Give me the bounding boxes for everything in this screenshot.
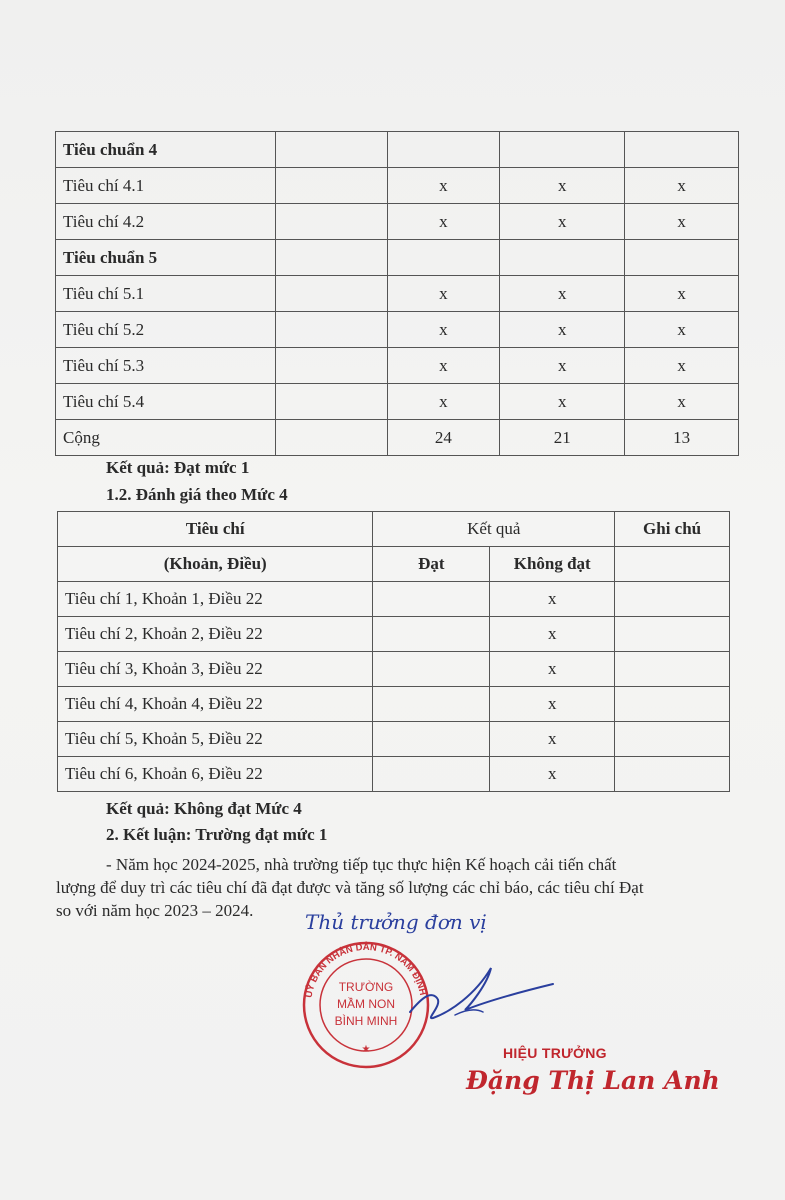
empty-cell	[275, 240, 387, 276]
cell-value	[625, 132, 739, 168]
row-label: Tiêu chí 6, Khoản 6, Điều 22	[58, 757, 373, 792]
cell-value: x	[387, 276, 500, 312]
cell-value: x	[500, 348, 625, 384]
cell-value: x	[625, 204, 739, 240]
table-row	[56, 312, 739, 348]
row-label: Tiêu chí 5.2	[56, 312, 276, 348]
table-row	[58, 617, 730, 652]
cell-value: x	[625, 168, 739, 204]
row-label: Tiêu chí 5.3	[56, 348, 276, 384]
row-label: Tiêu chí 5.4	[56, 384, 276, 420]
row-label: Tiêu chí 4.1	[56, 168, 276, 204]
cell-value: x	[625, 348, 739, 384]
cell-value: x	[387, 384, 500, 420]
cell-value	[387, 240, 500, 276]
row-label: Tiêu chí 5.1	[56, 276, 276, 312]
table-row	[56, 168, 739, 204]
cell-value: x	[625, 384, 739, 420]
paragraph-line: - Năm học 2024-2025, nhà trường tiếp tục thực hiện Kế hoạch cải tiến chất	[106, 855, 617, 874]
header-note-empty	[615, 547, 730, 582]
header-note: Ghi chú	[615, 512, 730, 547]
table-header-row	[58, 512, 730, 547]
table-row	[58, 757, 730, 792]
table-row	[56, 384, 739, 420]
cell-value	[625, 240, 739, 276]
cell-value: x	[500, 276, 625, 312]
cell-fail: x	[490, 722, 615, 757]
cell-pass	[373, 652, 490, 687]
cell-fail: x	[490, 582, 615, 617]
cell-fail: x	[490, 687, 615, 722]
handwritten-signature	[395, 960, 555, 1030]
header-result: Kết quả	[373, 512, 615, 547]
table-row	[56, 420, 739, 456]
cell-note	[615, 617, 730, 652]
cell-value: x	[387, 348, 500, 384]
cell-value: x	[500, 312, 625, 348]
row-label: Tiêu chí 4, Khoản 4, Điều 22	[58, 687, 373, 722]
cell-note	[615, 687, 730, 722]
table-row	[58, 687, 730, 722]
cell-fail: x	[490, 652, 615, 687]
empty-cell	[275, 312, 387, 348]
cell-note	[615, 582, 730, 617]
paragraph-line: lượng để duy trì các tiêu chí đã đạt được và tăng số lượng các chỉ báo, các tiêu chí Đạt	[56, 878, 644, 897]
cell-value: x	[500, 204, 625, 240]
stamp-text-2: MẦM NON	[337, 997, 395, 1011]
empty-cell	[275, 132, 387, 168]
cell-pass	[373, 617, 490, 652]
header-pass: Đạt	[373, 547, 490, 582]
cell-value: x	[625, 276, 739, 312]
cell-value: x	[500, 384, 625, 420]
row-label: Tiêu chí 4.2	[56, 204, 276, 240]
result-level-4: Kết quả: Không đạt Mức 4	[106, 799, 302, 818]
cell-value: x	[387, 168, 500, 204]
cell-note	[615, 722, 730, 757]
cell-pass	[373, 757, 490, 792]
cell-value	[387, 132, 500, 168]
cell-value	[500, 240, 625, 276]
handwritten-note: Thủ trưởng đơn vị	[305, 910, 487, 934]
row-label: Tiêu chuẩn 5	[56, 240, 276, 276]
empty-cell	[275, 384, 387, 420]
result-level-1: Kết quả: Đạt mức 1	[106, 458, 250, 477]
header-criteria: Tiêu chí	[58, 512, 373, 547]
row-label: Tiêu chí 5, Khoản 5, Điều 22	[58, 722, 373, 757]
cell-note	[615, 652, 730, 687]
table-row	[56, 132, 739, 168]
row-label: Cộng	[56, 420, 276, 456]
table-row	[56, 348, 739, 384]
cell-value: 24	[387, 420, 500, 456]
table-row	[58, 722, 730, 757]
row-label: Tiêu chí 2, Khoản 2, Điều 22	[58, 617, 373, 652]
stamp-ring-text: UỶ BAN NHÂN DÂN TP. NAM ĐỊNH	[303, 941, 429, 999]
table-row	[56, 240, 739, 276]
table-row	[58, 652, 730, 687]
row-label: Tiêu chuẩn 4	[56, 132, 276, 168]
cell-value: 21	[500, 420, 625, 456]
cell-value: x	[387, 204, 500, 240]
cell-note	[615, 757, 730, 792]
cell-value: 13	[625, 420, 739, 456]
empty-cell	[275, 348, 387, 384]
level-4-table	[57, 511, 730, 792]
table-row	[56, 276, 739, 312]
star-icon: ★	[361, 1044, 371, 1055]
table-row	[58, 582, 730, 617]
table-row	[56, 204, 739, 240]
header-fail: Không đạt	[490, 547, 615, 582]
empty-cell	[275, 276, 387, 312]
criteria-table	[55, 131, 739, 456]
empty-cell	[275, 168, 387, 204]
signer-title: HIỆU TRƯỞNG	[503, 1045, 607, 1061]
header-criteria-sub: (Khoản, Điều)	[58, 547, 373, 582]
cell-value: x	[387, 312, 500, 348]
cell-pass	[373, 687, 490, 722]
signer-name: Đặng Thị Lan Anh	[466, 1066, 720, 1095]
row-label: Tiêu chí 3, Khoản 3, Điều 22	[58, 652, 373, 687]
cell-fail: x	[490, 617, 615, 652]
empty-cell	[275, 204, 387, 240]
cell-pass	[373, 722, 490, 757]
row-label: Tiêu chí 1, Khoản 1, Điều 22	[58, 582, 373, 617]
paragraph-line: so với năm học 2023 – 2024.	[56, 901, 254, 920]
conclusion-heading: 2. Kết luận: Trường đạt mức 1	[106, 825, 328, 844]
cell-value: x	[500, 168, 625, 204]
cell-value: x	[625, 312, 739, 348]
cell-fail: x	[490, 757, 615, 792]
stamp-text-1: TRƯỜNG	[338, 980, 394, 994]
empty-cell	[275, 420, 387, 456]
stamp-text-3: BÌNH MINH	[334, 1014, 398, 1028]
table-header-row	[58, 547, 730, 582]
cell-pass	[373, 582, 490, 617]
cell-value	[500, 132, 625, 168]
section-heading-level-4: 1.2. Đánh giá theo Mức 4	[106, 485, 288, 504]
